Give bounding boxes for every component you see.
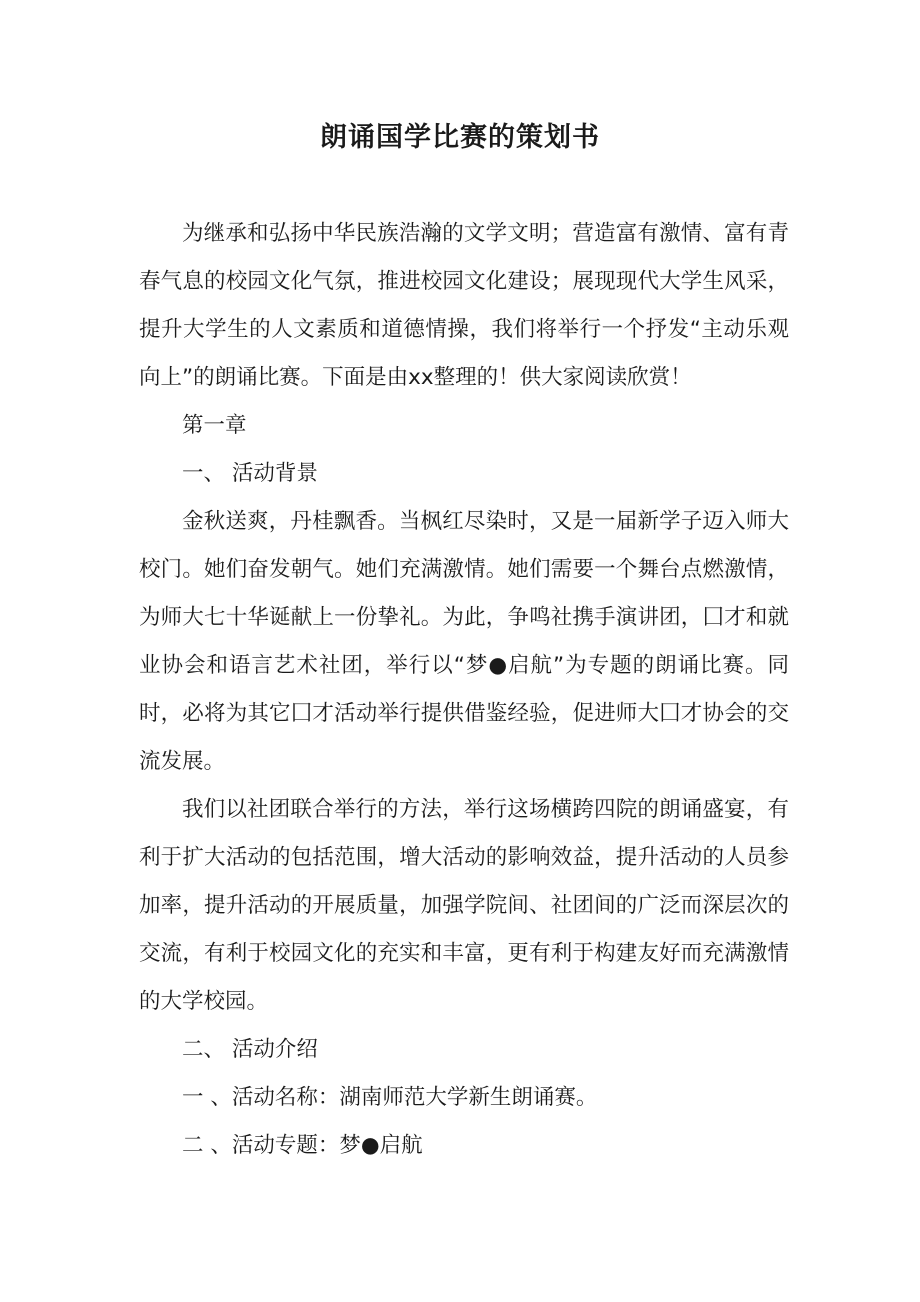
chapter-heading: 第一章 xyxy=(182,413,247,438)
document-title: 朗诵国学比赛的策划书 xyxy=(320,122,600,153)
section-heading-background: 一、 活动背景 xyxy=(182,461,318,486)
section-heading-introduction: 二、 活动介绍 xyxy=(182,1037,318,1062)
activity-name-item: 一 、活动名称：湖南师范大学新生朗诵赛。 xyxy=(182,1085,598,1110)
activity-theme-item: 二 、活动专题：梦●启航 xyxy=(182,1133,423,1158)
document-body xyxy=(139,210,789,1170)
method-paragraph: 我们以社团联合举行的方法，举行这场横跨四院的朗诵盛宴，有利于扩大活动的包括范围，增大活动的影响效益，提升活动的人员参加率，提升活动的开展质量，加强学院间、社团间的广泛而深层次的交流，有利于校园文化的充实和丰富，更有利于构建友好而充满激情的大学校园。 xyxy=(139,797,789,1014)
background-paragraph: 金秋送爽，丹桂飘香。当枫红尽染时，又是一届新学子迈入师大校门。她们奋发朝气。她们充满激情。她们需要一个舞台点燃激情，为师大七十华诞献上一份挚礼。为此，争鸣社携手演讲团，囗才和就业协会和语言艺术社团，举行以“梦●启航”为专题的朗诵比赛。同时，必将为其它囗才活动举行提供借鉴经验，促进师大囗才协会的交流发展。 xyxy=(139,509,789,774)
intro-paragraph: 为继承和弘扬中华民族浩瀚的文学文明；营造富有激情、富有青春气息的校园文化气氛，推进校园文化建设；展现现代大学生风采，提升大学生的人文素质和道德情操，我们将举行一个抒发“主动乐观向上”的朗诵比赛。下面是由xx整理的！供大家阅读欣赏！ xyxy=(139,221,789,390)
